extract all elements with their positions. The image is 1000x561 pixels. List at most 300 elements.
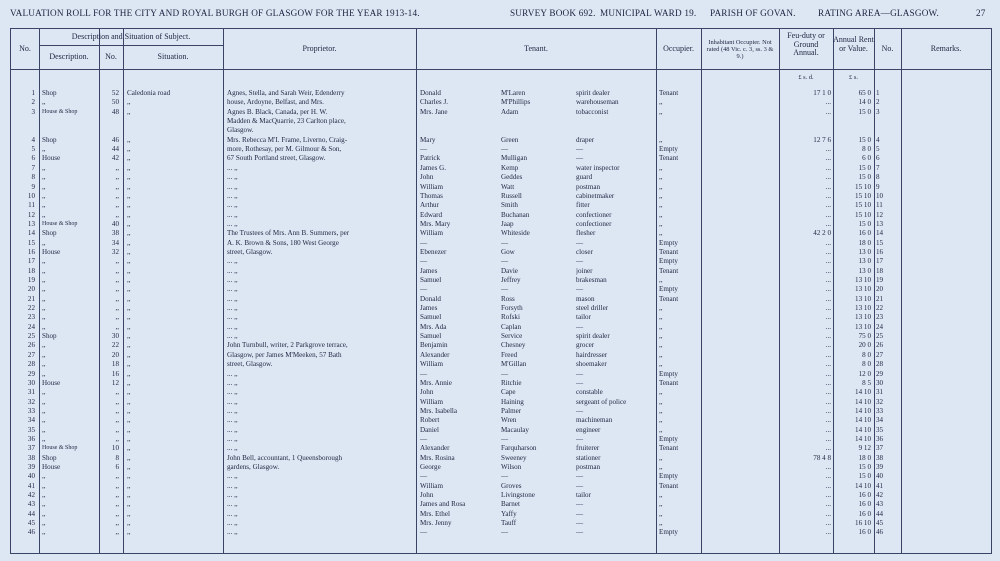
col-header-rent-units: £ s. [849,73,858,81]
table-row [11,388,991,396]
row-feu-duty: ... [825,238,831,247]
row-annual-rent: 14 10 [855,406,871,415]
row-proprietor: ... ,, [227,322,238,331]
row-no: 10 [27,191,35,200]
row-proprietor: A. K. Brown & Sons, 180 West George [227,238,339,247]
row-proprietor: house, Ardoyne, Belfast, and Mrs. [227,98,324,107]
row-occupier: ,, [659,191,663,200]
row-situation: ,, [127,406,131,415]
row-feu-duty: ... [825,378,831,387]
row-no: 25 [27,332,35,341]
row-desc-no: 40 [111,219,119,228]
row-proprietor: ... ,, [227,163,238,172]
row-annual-rent: 16 10 [855,519,871,528]
row-annual-rent: 13 10 [855,285,871,294]
row-desc-no: ,, [115,519,119,528]
row-annual-rent: 16 0 [858,500,871,509]
table-row [11,126,991,134]
row-annual-rent: 9 12 [858,444,871,453]
row-description: ,, [42,369,46,378]
row-no-right: 10 [876,191,884,200]
row-feu-duty: ... [825,472,831,481]
row-tenant-last: — [501,434,509,443]
row-feu-duty: ... [825,276,831,284]
row-occupier: ,, [659,201,663,210]
row-occupier: ,, [659,229,663,238]
row-desc-no: ,, [115,434,119,443]
row-proprietor: ... ,, [227,276,238,284]
row-desc-no: ,, [115,266,119,275]
row-tenant-first: — [420,238,428,247]
row-occupier: Empty [659,285,678,294]
row-no-right: 41 [876,481,884,490]
row-tenant-first: John [420,388,434,397]
row-situation: ,, [127,481,131,490]
row-feu-duty: ... [825,397,831,406]
row-proprietor: ... ,, [227,406,238,415]
row-tenant-last: Freed [501,350,518,359]
row-description: ,, [42,238,46,247]
table-row [11,463,991,471]
row-annual-rent: 6 0 [862,154,871,163]
row-situation: ,, [127,332,131,341]
row-no-right: 17 [876,257,884,266]
table-row [11,379,991,387]
row-desc-no: ,, [115,257,119,266]
row-occupier: ,, [659,173,663,182]
row-occupation: — [576,154,584,163]
row-feu-duty: ... [825,519,831,528]
row-no: 27 [27,350,35,359]
table-row [11,360,991,368]
row-tenant-last: Service [501,332,523,341]
table-row [11,313,991,321]
row-occupation: confectioner [576,210,612,219]
row-no-right: 25 [876,332,884,341]
row-occupier: ,, [659,406,663,415]
row-tenant-last: Jaap [501,219,514,228]
col-header-desc-no: No. [105,51,117,61]
row-situation: ,, [127,360,131,369]
row-desc-no: 22 [111,341,119,350]
row-tenant-last: Davie [501,266,518,275]
row-no-right: 36 [876,434,884,443]
col-header-feu-units: £ s. d. [798,73,814,81]
row-desc-no: ,, [115,481,119,490]
row-description: ,, [42,294,46,303]
row-situation: ,, [127,369,131,378]
row-proprietor: ... ,, [227,173,238,182]
table-row [11,435,991,443]
row-occupier: ,, [659,463,663,471]
row-desc-no: 38 [111,229,119,238]
row-no-right: 27 [876,350,884,359]
row-feu-duty: ... [825,434,831,443]
col-header-inhabitant-occupier: Inhabitant Occupier. Not rated (48 Vic. c. 3, ss. 3 & 9.) [706,38,774,60]
row-occupier: Tenant [659,294,679,303]
row-situation: ,, [127,453,131,462]
row-proprietor: ... ,, [227,397,238,406]
row-description: ,, [42,285,46,294]
row-no: 6 [31,154,35,163]
row-desc-no: 30 [111,332,119,341]
table-row [11,248,991,256]
row-occupation: water inspector [576,163,620,172]
row-tenant-last: — [501,285,509,294]
row-feu-duty: ... [825,500,831,509]
row-no: 32 [27,397,35,406]
row-feu-duty: ... [825,528,831,537]
row-proprietor: ... ,, [227,182,238,191]
row-tenant-first: Donald [420,294,441,303]
row-tenant-last: M'Laren [501,89,526,97]
row-feu-duty: ... [825,191,831,200]
row-tenant-last: — [501,238,509,247]
row-proprietor: ... ,, [227,219,238,228]
row-occupation: — [576,145,584,154]
row-annual-rent: 13 10 [855,276,871,284]
row-tenant-first: Mrs. Jenny [420,519,452,528]
row-proprietor: ... ,, [227,266,238,275]
row-description: Shop [42,229,57,238]
row-annual-rent: 14 10 [855,416,871,425]
row-no: 28 [27,360,35,369]
table-row [11,211,991,219]
row-annual-rent: 13 10 [855,294,871,303]
row-description: ,, [42,173,46,182]
row-situation: ,, [127,238,131,247]
table-row [11,154,991,162]
row-situation: Caledonia road [127,89,171,97]
row-tenant-first: Mrs. Mary [420,219,451,228]
row-description: House & Shop [42,445,78,452]
row-desc-no: ,, [115,173,119,182]
row-tenant-last: Wren [501,416,517,425]
row-annual-rent: 15 0 [858,219,871,228]
row-feu-duty: ... [825,425,831,434]
row-description: ,, [42,98,46,107]
row-no: 7 [31,163,35,172]
row-proprietor: ... ,, [227,500,238,509]
row-occupation: grocer [576,341,595,350]
row-tenant-last: — [501,369,509,378]
row-no: 18 [27,266,35,275]
row-feu-duty: ... [825,444,831,453]
row-proprietor: ... ,, [227,257,238,266]
row-no-right: 19 [876,276,884,284]
row-desc-no: 18 [111,360,119,369]
table-row [11,510,991,518]
row-tenant-first: Robert [420,416,440,425]
table-row [11,407,991,415]
row-occupation: confectioner [576,219,612,228]
row-annual-rent: 14 10 [855,397,871,406]
row-description: Shop [42,135,57,144]
row-tenant-last: Tauff [501,519,517,528]
row-no: 31 [27,388,35,397]
row-situation: ,, [127,210,131,219]
row-feu-duty: ... [825,98,831,107]
row-feu-duty: 42 2 0 [813,229,831,238]
row-no-right: 5 [876,145,880,154]
row-occupier: ,, [659,313,663,322]
row-desc-no: ,, [115,397,119,406]
row-feu-duty: ... [825,360,831,369]
row-tenant-last: Macaulay [501,425,529,434]
row-desc-no: ,, [115,406,119,415]
row-situation: ,, [127,500,131,509]
row-feu-duty: ... [825,247,831,256]
row-description: ,, [42,350,46,359]
row-tenant-last: Mulligan [501,154,528,163]
row-no: 40 [27,472,35,481]
row-tenant-first: — [420,257,428,266]
row-proprietor: John Turnbull, writer, 2 Parkgrove terrace, [227,341,348,350]
row-occupation: closer [576,247,593,256]
row-no-right: 18 [876,266,884,275]
row-no-right: 42 [876,491,884,500]
row-occupier: Tenant [659,154,679,163]
row-feu-duty: ... [825,481,831,490]
row-no: 37 [27,444,35,453]
row-no: 38 [27,453,35,462]
row-proprietor: ... ,, [227,434,238,443]
row-no: 12 [27,210,35,219]
col-header-description: Description. [49,51,89,61]
row-desc-no: 48 [111,107,119,116]
row-proprietor: Agnes, Stella, and Sarah Weir, Edenderry [227,89,345,97]
row-occupier: Empty [659,434,678,443]
row-no: 9 [31,182,35,191]
row-situation: ,, [127,163,131,172]
row-occupier: ,, [659,360,663,369]
row-desc-no: 44 [111,145,119,154]
row-no-right: 37 [876,444,884,453]
row-occupation: engineer [576,425,601,434]
row-situation: ,, [127,444,131,453]
row-description: ,, [42,425,46,434]
row-occupier: Empty [659,369,678,378]
row-no-right: 26 [876,341,884,350]
row-feu-duty: 12 7 6 [813,135,831,144]
row-no-right: 12 [876,210,884,219]
row-occupation: fruiterer [576,444,600,453]
row-annual-rent: 8 0 [862,350,871,359]
row-proprietor: ... ,, [227,425,238,434]
row-occupation: — [576,500,584,509]
row-no-right: 4 [876,135,880,144]
row-occupier: ,, [659,210,663,219]
row-annual-rent: 65 0 [858,89,871,97]
row-situation: ,, [127,378,131,387]
row-occupation: flesher [576,229,596,238]
table-row [11,426,991,434]
row-situation: ,, [127,341,131,350]
row-description: House [42,378,61,387]
row-occupation: mason [576,294,595,303]
row-desc-no: 20 [111,350,119,359]
row-occupation: tailor [576,491,591,500]
row-tenant-last: Chesney [501,341,526,350]
col-header-no-right: No. [881,43,894,53]
row-occupier: ,, [659,219,663,228]
row-situation: ,, [127,528,131,537]
row-annual-rent: 15 0 [858,463,871,471]
table-row [11,108,991,116]
row-situation: ,, [127,509,131,518]
row-tenant-first: — [420,472,428,481]
row-tenant-first: Patrick [420,154,441,163]
row-no: 43 [27,500,35,509]
row-desc-no: 34 [111,238,119,247]
row-desc-no: 32 [111,247,119,256]
row-tenant-first: Arthur [420,201,439,210]
row-no-right: 15 [876,238,884,247]
row-situation: ,, [127,98,131,107]
row-tenant-first: Edward [420,210,443,219]
row-no: 34 [27,416,35,425]
row-no: 19 [27,276,35,284]
row-tenant-first: Alexander [420,444,450,453]
row-occupier: ,, [659,332,663,341]
row-annual-rent: 13 10 [855,313,871,322]
row-tenant-last: Green [501,135,519,144]
row-annual-rent: 15 0 [858,173,871,182]
row-occupier: ,, [659,98,663,107]
row-tenant-first: Mary [420,135,436,144]
survey-book: SURVEY BOOK 692. [510,8,596,18]
row-desc-no: ,, [115,491,119,500]
row-situation: ,, [127,491,131,500]
row-situation: ,, [127,322,131,331]
row-proprietor: 67 South Portland street, Glasgow. [227,154,326,163]
row-no: 26 [27,341,35,350]
row-desc-no: ,, [115,191,119,200]
row-no-right: 38 [876,453,884,462]
row-occupier: ,, [659,304,663,313]
row-tenant-last: — [501,257,509,266]
row-description: ,, [42,322,46,331]
row-annual-rent: 18 0 [858,238,871,247]
row-occupation: — [576,509,584,518]
row-no: 41 [27,481,35,490]
row-desc-no: ,, [115,201,119,210]
row-occupier: ,, [659,163,663,172]
row-occupation: — [576,322,584,331]
row-description: ,, [42,210,46,219]
row-tenant-last: — [501,472,509,481]
row-occupation: — [576,257,584,266]
row-no: 44 [27,509,35,518]
row-no-right: 13 [876,219,884,228]
row-feu-duty: ... [825,201,831,210]
row-no-right: 23 [876,313,884,322]
row-feu-duty: ... [825,322,831,331]
row-proprietor: ... ,, [227,285,238,294]
row-tenant-first: — [420,528,428,537]
row-description: ,, [42,276,46,284]
row-proprietor: ... ,, [227,519,238,528]
row-description: ,, [42,528,46,537]
table-row [11,304,991,312]
row-no-right: 46 [876,528,884,537]
row-desc-no: ,, [115,285,119,294]
col-header-no: No. [19,43,31,53]
table-row [11,267,991,275]
row-proprietor: ... ,, [227,378,238,387]
row-occupier: Empty [659,238,678,247]
row-desc-no: ,, [115,276,119,284]
row-annual-rent: 8 0 [862,360,871,369]
row-desc-no: ,, [115,210,119,219]
row-feu-duty: ... [825,491,831,500]
row-no: 30 [27,378,35,387]
row-tenant-last: Smith [501,201,518,210]
row-description: House & Shop [42,220,78,227]
row-situation: ,, [127,388,131,397]
row-proprietor: ... ,, [227,369,238,378]
row-occupation: brakesman [576,276,607,284]
row-occupation: — [576,369,584,378]
row-feu-duty: ... [825,294,831,303]
table-row [11,519,991,527]
row-tenant-last: M'Gillan [501,360,527,369]
row-occupation: spirit dealer [576,89,610,97]
col-header-situation: Situation. [157,51,189,61]
table-row [11,285,991,293]
row-situation: ,, [127,519,131,528]
row-annual-rent: 18 0 [858,453,871,462]
row-tenant-last: Haining [501,397,524,406]
row-tenant-first: Samuel [420,332,442,341]
row-occupier: ,, [659,350,663,359]
row-no-right: 43 [876,500,884,509]
row-tenant-first: William [420,481,443,490]
row-feu-duty: ... [825,182,831,191]
row-feu-duty: ... [825,332,831,341]
roll-title: VALUATION ROLL FOR THE CITY AND ROYAL BURGH OF GLASGOW FOR THE YEAR 1913-14. [10,8,420,18]
row-feu-duty: ... [825,406,831,415]
row-description: ,, [42,341,46,350]
row-tenant-first: Benjamin [420,341,448,350]
row-occupation: tailor [576,313,591,322]
table-row [11,332,991,340]
row-occupation: draper [576,135,595,144]
row-no: 11 [28,201,35,210]
row-situation: ,, [127,472,131,481]
row-no-right: 34 [876,416,884,425]
row-tenant-last: Cape [501,388,516,397]
col-header-tenant: Tenant. [524,43,548,53]
row-feu-duty: ... [825,388,831,397]
row-annual-rent: 12 0 [858,369,871,378]
row-feu-duty: 78 4 8 [813,453,831,462]
row-no-right: 22 [876,304,884,313]
row-situation: ,, [127,285,131,294]
row-no-right: 29 [876,369,884,378]
row-situation: ,, [127,229,131,238]
row-occupation: machineman [576,416,613,425]
col-header-proprietor: Proprietor. [302,43,337,53]
row-occupation: warehouseman [576,98,619,107]
row-occupier: ,, [659,388,663,397]
row-occupier: Empty [659,528,678,537]
row-feu-duty: ... [825,416,831,425]
row-annual-rent: 13 0 [858,266,871,275]
row-proprietor: ... ,, [227,444,238,453]
row-tenant-first: Ebenezer [420,247,447,256]
row-occupation: hairdresser [576,350,608,359]
